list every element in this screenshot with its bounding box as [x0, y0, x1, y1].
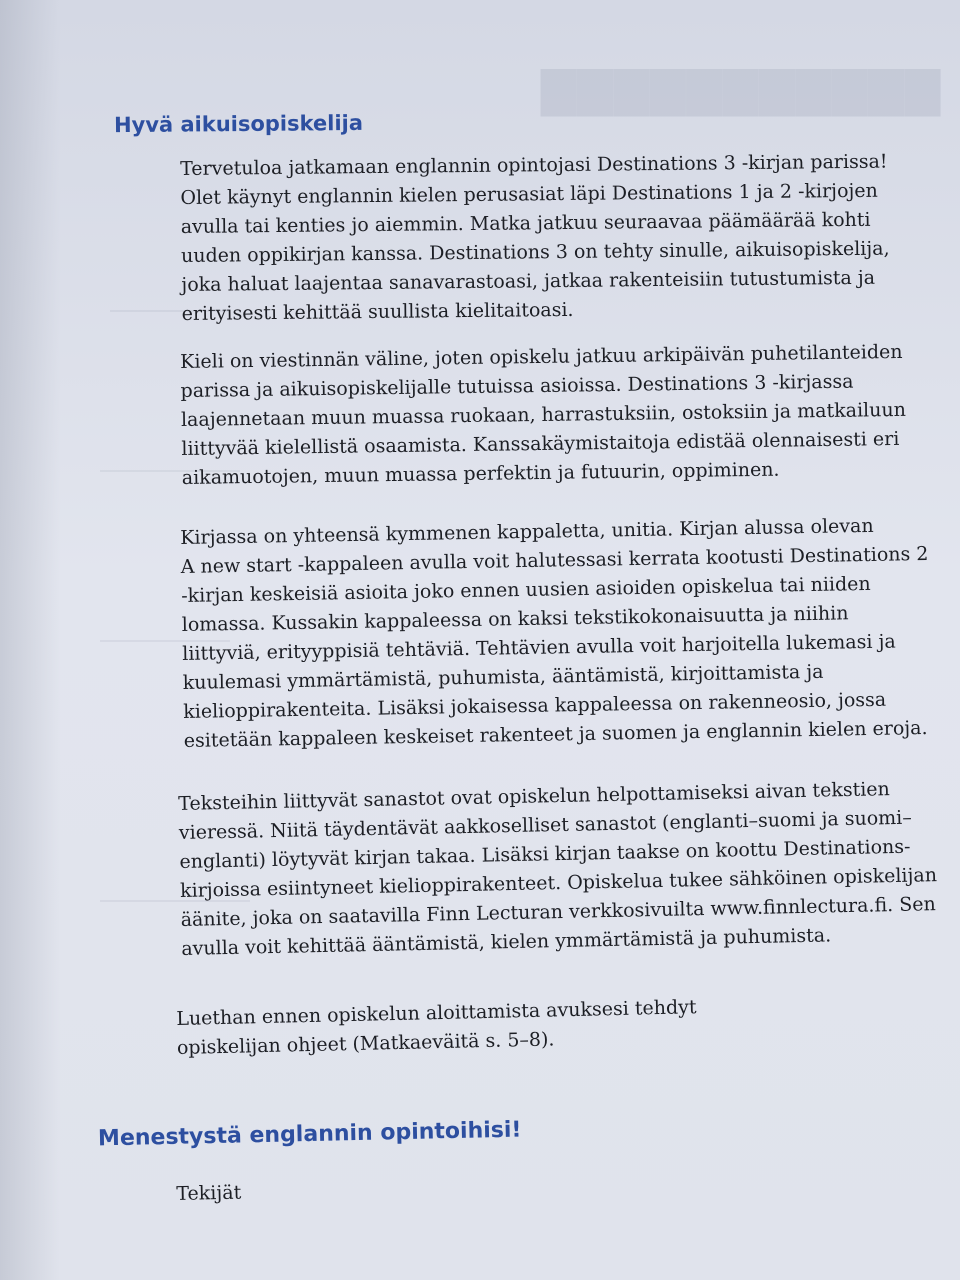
- text-line: avulla tai kenties jo aiemmin. Matka jatkuu seuraavaa päämäärää kohti: [180, 208, 871, 238]
- text-line: Olet käynyt englannin kielen perusasiat läpi Destinations 1 ja 2 -kirjojen: [180, 179, 878, 209]
- greeting-heading: Hyvä aikuisopiskelija: [113, 110, 364, 138]
- text-line: joka haluat laajentaa sanavarastoasi, jatkaa rakenteisiin tutustumista ja: [181, 266, 876, 296]
- text-line: lomassa. Kussakin kappaleessa on kaksi tekstikokonaisuutta ja niihin: [181, 602, 849, 636]
- text-line: kuulemasi ymmärtämistä, puhumista, ääntämistä, kirjoittamista ja: [182, 660, 824, 694]
- text-line: laajennetaan muun muassa ruokaan, harrastuksiin, ostoksiin ja matkailuun: [180, 398, 907, 431]
- text-line: englanti) löytyvät kirjan takaa. Lisäksi kirjan taakse on koottu Destinations-: [179, 835, 911, 873]
- text-line: Kirjassa on yhteensä kymmenen kappaletta, unitia. Kirjan alussa olevan: [180, 514, 874, 549]
- text-line: liittyvää kielellistä osaamista. Kanssakäymistaitoja edistää olennaisesti eri: [181, 427, 900, 460]
- text-line: opiskelijan ohjeet (Matkaeväitä s. 5–8).: [176, 1028, 555, 1059]
- text-line: avulla voit kehittää ääntämistä, kielen ymmärtämistä ja puhumista.: [181, 924, 832, 960]
- signature: Tekijät: [176, 1181, 242, 1205]
- closing-heading: Menestystä englannin opintoihisi!: [97, 1117, 522, 1152]
- text-line: vieressä. Niitä täydentävät aakkoselliset sanastot (englanti–suomi ja suomi–: [178, 806, 912, 844]
- text-line: Luethan ennen opiskelun aloittamista avuksesi tehdyt: [176, 996, 697, 1030]
- text-line: Tervetuloa jatkamaan englannin opintojasi Destinations 3 -kirjan parissa!: [180, 150, 888, 180]
- text-line: kielioppirakenteita. Lisäksi jokaisessa kappaleessa on rakenneosio, jossa: [183, 688, 887, 723]
- intro-paragraph-5: [176, 989, 877, 1063]
- intro-paragraph-2: [180, 338, 907, 493]
- text-line: aikamuotojen, muun muassa perfektin ja futuurin, oppiminen.: [181, 458, 780, 489]
- text-line: Teksteihin liittyvät sanastot ovat opiskelun helpottamiseksi aivan tekstien: [178, 778, 890, 815]
- show-through-decoration: ▇▇▇▇▇▇▇▇▇▇▇: [540, 62, 941, 116]
- text-line: esitetään kappaleen keskeiset rakenteet ja suomen ja englannin kielen eroja.: [183, 716, 928, 752]
- text-line: uuden oppikirjan kanssa. Destinations 3 on tehty sinulle, aikuisopiskelija,: [180, 237, 890, 267]
- text-line: kirjoissa esiintyneet kielioppirakenteet. Opiskelua tukee sähköinen opiskelijan: [179, 864, 938, 902]
- text-line: A new start -kappaleen avulla voit halutessasi kerrata kootusti Destinations 2: [180, 542, 929, 578]
- text-line: -kirjan keskeisiä asioita joko ennen uusien asioiden opiskelua tai niiden: [181, 572, 871, 607]
- text-line: Kieli on viestinnän väline, joten opiskelu jatkuu arkipäivän puhetilanteiden: [180, 340, 903, 373]
- intro-paragraph-3: [180, 511, 929, 756]
- text-line: äänite, joka on saatavilla Finn Lecturan verkkosivuilta www.finnlectura.fi. Sen: [180, 893, 936, 931]
- text-line: parissa ja aikuisopiskelijalle tutuissa asioissa. Destinations 3 -kirjassa: [180, 370, 854, 402]
- intro-paragraph-1: [180, 148, 890, 329]
- binding-shadow: [0, 0, 60, 1280]
- text-line: erityisesti kehittää suullista kielitaitoasi.: [181, 298, 574, 325]
- intro-paragraph-4: [178, 774, 941, 964]
- text-line: liittyviä, erityyppisiä tehtäviä. Tehtävien avulla voit harjoitella lukemasi ja: [182, 630, 896, 665]
